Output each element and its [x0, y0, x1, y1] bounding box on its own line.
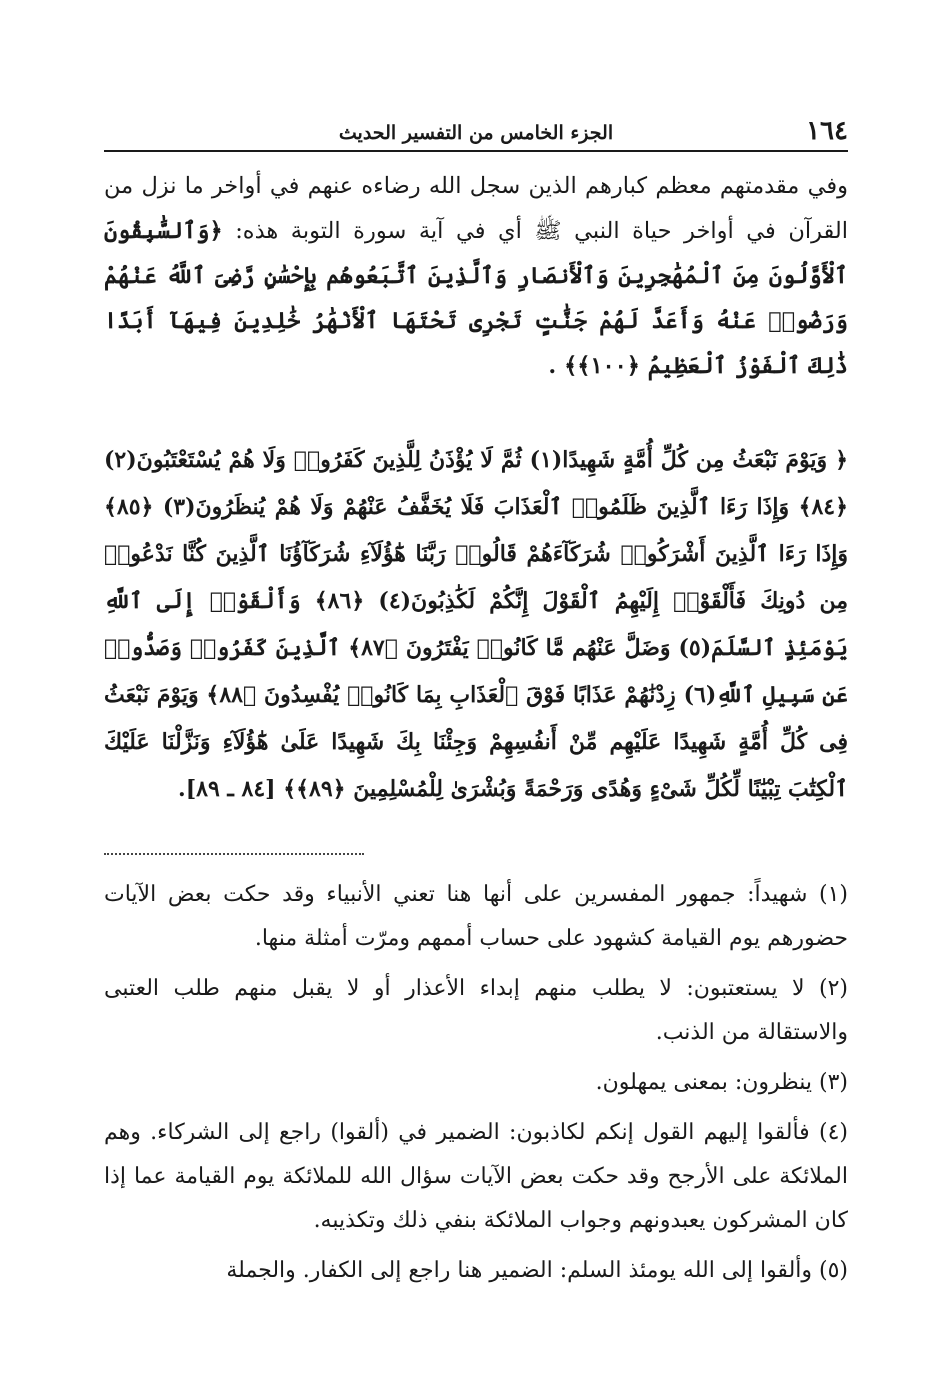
footnote-2: (٢) لا يستعتبون: لا يطلب منهم إبداء الأعذار أو لا يقبل منهم طلب العتبى والاستقالة من الذنب. [104, 976, 848, 1045]
footnote-5: (٥) وألقوا إلى الله يومئذ السلم: الضمير هنا راجع إلى الكفار. والجملة [226, 1258, 848, 1283]
footnote-3: (٣) ينظرون: بمعنى يمهلون. [595, 1070, 848, 1095]
quran-passage: ﴿ وَيَوْمَ نَبْعَثُ مِن كُلِّ أُمَّةٍ شَهِيدًا(١) ثُمَّ لَا يُؤْذَنُ لِلَّذِينَ كَفَرُوا۟ وَلَا هُمْ يُسْتَعْتَبُونَ(٢) ﴿٨٤﴾ وَإِذَا رَءَا ٱلَّذِينَ ظَلَمُوا۟ ٱلْعَذَابَ فَلَا يُخَفَّفُ عَنْهُمْ وَلَا هُمْ يُنظَرُونَ(٣) ﴿٨٥﴾ وَإِذَا رَءَا ٱلَّذِينَ أَشْرَكُوا۟ شُرَكَآءَهُمْ قَالُوا۟ رَبَّنَا هَٰٓؤُلَآءِ شُرَكَآؤُنَا ٱلَّذِينَ كُنَّا نَدْعُوا۟ مِن دُونِكَ فَأَلْقَوْا۟ إِلَيْهِمُ ٱلْقَوْلَ إِنَّكُمْ لَكَٰذِبُونَ(٤) ﴿٨٦﴾ وَأَلْقَوْا۟ إِلَى ٱللَّهِ يَوْمَئِذٍ ٱلسَّلَمَ(٥) وَضَلَّ عَنْهُم مَّا كَانُوا۟ يَفْتَرُونَ ﴿٨٧﴾ ٱلَّذِينَ كَفَرُوا۟ وَصَدُّوا۟ عَن سَبِيلِ ٱللَّهِ(٦) زِدْنَٰهُمْ عَذَابًا فَوْقَ ٱلْعَذَابِ بِمَا كَانُوا۟ يُفْسِدُونَ ﴿٨٨﴾ وَيَوْمَ نَبْعَثُ فِى كُلِّ أُمَّةٍ شَهِيدًا عَلَيْهِم مِّنْ أَنفُسِهِمْ وَجِئْنَا بِكَ شَهِيدًا عَلَىٰ هَٰٓؤُلَآءِ وَنَزَّلْنَا عَلَيْكَ ٱلْكِتَٰبَ تِبْيَٰنًا لِّكُلِّ شَىْءٍ وَهُدًى وَرَحْمَةً وَبُشْرَىٰ لِلْمُسْلِمِينَ ﴿٨٩﴾﴾ [٨٤ ـ ٨٩]. [104, 447, 849, 802]
tawbah-verse: ﴿وَٱلسَّٰبِقُونَ ٱلْأَوَّلُونَ مِنَ ٱلْمُهَٰجِرِينَ وَٱلْأَنصَارِ وَٱلَّذِينَ ٱتَّبَعُوهُم بِإِحْسَٰنٍ رَّضِىَ ٱللَّهُ عَنْهُمْ وَرَضُوا۟ عَنْهُ وَأَعَدَّ لَهُمْ جَنَّٰتٍ تَجْرِى تَحْتَهَا ٱلْأَنْهَٰرُ خَٰلِدِينَ فِيهَآ أَبَدًا ذَٰلِكَ ٱلْفَوْزُ ٱلْعَظِيمُ ﴿١٠٠﴾﴾ . [104, 218, 848, 379]
running-title: الجزء الخامس من التفسير الحديث [338, 122, 614, 144]
footnote-4: (٤) فألقوا إليهم القول إنكم لكاذبون: الضمير في (ألقوا) راجع إلى الشركاء. وهم الملائكة على الأرجح وقد حكت بعض الآيات سؤال الله للملائكة يوم القيامة عما إذا كان المشركون يعبدونهم وجواب الملائكة بنفي ذلك وتكذيبه. [104, 1120, 848, 1233]
footnote-1: (١) شهيداً: جمهور المفسرين على أنها هنا تعني الأنبياء وقد حكت بعض الآيات حضورهم يوم القيامة كشهود على حساب أممهم ومرّت أمثلة منها. [104, 882, 848, 951]
intro-text: وفي مقدمتهم معظم كبارهم الذين سجل الله رضاءه عنهم في أواخر ما نزل من القرآن في أواخر حياة النبي ﷺ أي في آية سورة التوبة هذه: [104, 173, 848, 244]
footnotes [104, 873, 848, 1293]
footnote-separator [104, 853, 364, 855]
intro-paragraph [104, 164, 848, 389]
page-header [104, 112, 848, 152]
page-content [104, 164, 848, 1299]
page-number: ١٦٤ [806, 116, 848, 146]
